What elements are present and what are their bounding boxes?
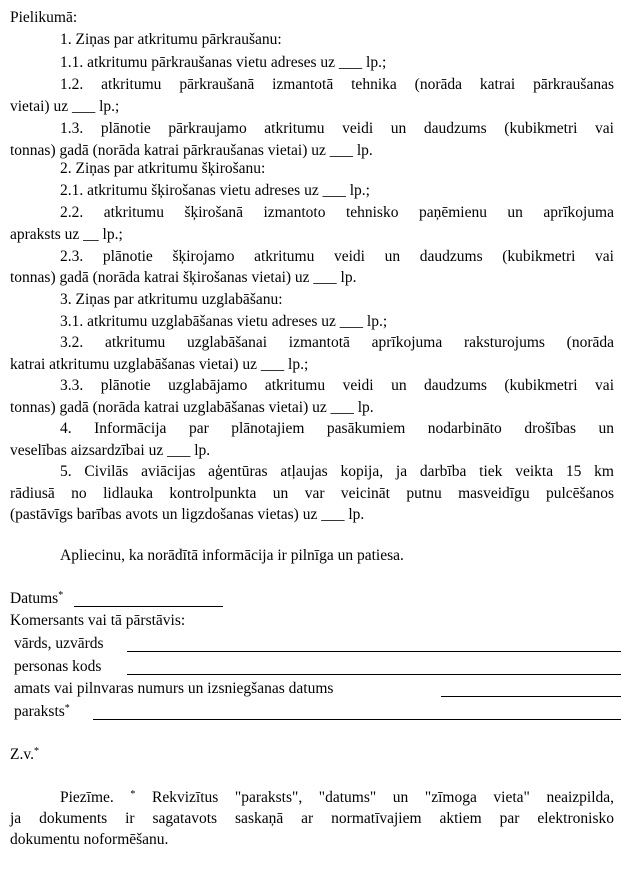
item-1-3-line-1: 1.3. plānotie pārkraujamo atkritumu veidi un daudzums (kubikmetri vai [60, 120, 614, 137]
position-field[interactable] [441, 696, 621, 697]
item-5-line-3: (pastāvīgs barības avots un ligzdošanas vietas) uz ___ lp. [10, 506, 365, 523]
section-3-title: 3. Ziņas par atkritumu uzglabāšanu: [60, 291, 283, 308]
item-1-1: 1.1. atkritumu pārkraušanas vietu adreses uz ___ lp.; [60, 54, 387, 71]
position-label: amats vai pilnvaras numurs un izsniegšanas datums [14, 680, 334, 697]
item-3-2-line-1: 3.2. atkritumu uzglabāšanai izmantotā aprīkojuma raksturojums (norāda [60, 334, 614, 351]
name-label: vārds, uzvārds [14, 635, 104, 652]
signature-asterisk: * [64, 703, 70, 714]
item-3-3-line-2: tonnas) gadā (norāda katrai uzglabāšanas vietai) uz ___ lp. [10, 399, 374, 416]
note-line-1: Piezīme. * Rekvizītus "paraksts", "datums" un "zīmoga vieta" neaizpilda, [60, 789, 615, 806]
date-label: Datums* [10, 590, 64, 607]
personal-code-label: personas kods [14, 658, 102, 675]
section-1-title: 1. Ziņas par atkritumu pārkraušanu: [60, 31, 282, 48]
date-asterisk: * [58, 590, 64, 601]
declaration: Apliecinu, ka norādītā informācija ir pilnīga un patiesa. [60, 547, 404, 564]
note-word: Piezīme. [60, 789, 114, 806]
seal-label: Z.v.* [10, 746, 39, 763]
section-2-title: 2. Ziņas par atkritumu šķirošanu: [60, 160, 266, 177]
item-3-1: 3.1. atkritumu uzglabāšanas vietu adreses uz ___ lp.; [60, 313, 388, 330]
date-field[interactable] [74, 606, 223, 607]
item-2-1: 2.1. atkritumu šķirošanas vietu adreses uz ___ lp.; [60, 182, 370, 199]
item-1-3-line-2: tonnas) gadā (norāda katrai pārkraušanas vietai) uz ___ lp. [10, 142, 373, 159]
note-asterisk: * [130, 789, 136, 800]
item-2-3-line-1: 2.3. plānotie šķirojamo atkritumu veidi un daudzums (kubikmetri vai [60, 248, 614, 265]
personal-code-field[interactable] [127, 674, 621, 675]
item-3-2-line-2: katrai atkritumu uzglabāšanas vietai) uz ___ lp.; [10, 356, 309, 373]
item-3-3-line-1: 3.3. plānotie uzglabājamo atkritumu veidi un daudzums (kubikmetri vai [60, 377, 614, 394]
item-5-line-2: rādiusā no lidlauka kontrolpunkta un var veicināt putnu masveidīgu pulcēšanos [10, 485, 614, 502]
signature-label: paraksts* [14, 703, 70, 720]
item-2-2-line-2: apraksts uz __ lp.; [10, 226, 123, 243]
item-4-line-2: veselības aizsardzībai uz ___ lp. [10, 442, 211, 459]
item-1-2-line-1: 1.2. atkritumu pārkraušanā izmantotā tehnika (norāda katrai pārkraušanas [60, 76, 614, 93]
item-2-3-line-2: tonnas) gadā (norāda katrai šķirošanas vietai) uz ___ lp. [10, 269, 357, 286]
signature-field[interactable] [93, 719, 621, 720]
note-line-2: ja dokuments ir sagatavots saskaņā ar normatīvajiem aktiem par elektronisko [10, 810, 614, 827]
attachments-heading: Pielikumā: [10, 9, 78, 26]
merchant-label: Komersants vai tā pārstāvis: [10, 612, 186, 629]
item-4-line-1: 4. Informācija par plānotajiem pasākumiem nodarbināto drošības un [60, 420, 614, 437]
item-1-2-line-2: vietai) uz ___ lp.; [10, 98, 120, 115]
item-5-line-1: 5. Civilās aviācijas aģentūras atļaujas kopija, ja darbība tiek veikta 15 km [60, 463, 614, 480]
note-line-3: dokumentu noformēšanu. [10, 831, 169, 848]
name-field[interactable] [127, 651, 621, 652]
seal-asterisk: * [33, 746, 39, 757]
item-2-2-line-1: 2.2. atkritumu šķirošanā izmantoto tehnisko paņēmienu un aprīkojuma [60, 204, 614, 221]
